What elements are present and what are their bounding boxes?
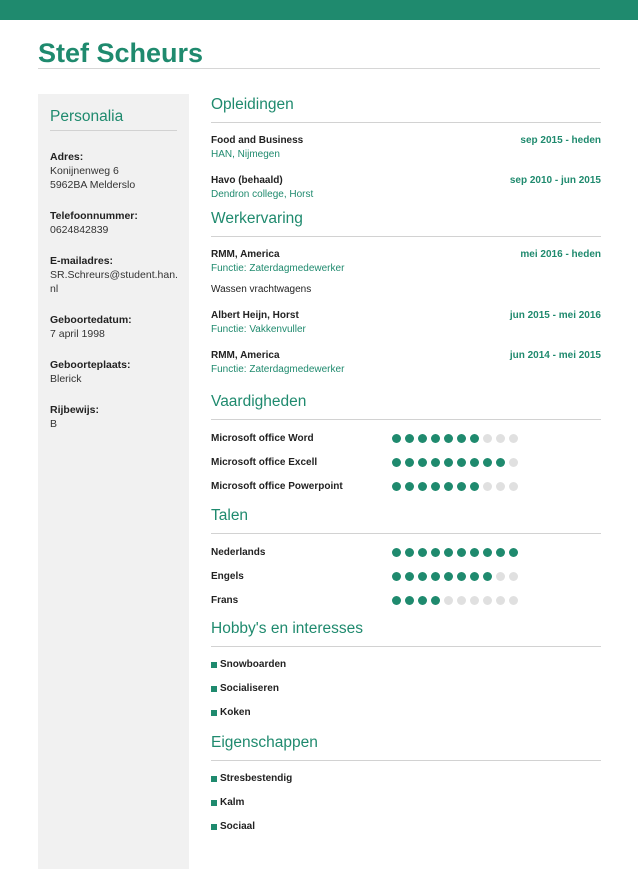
- skill-name: Microsoft office Powerpoint: [211, 481, 343, 492]
- list-item: [211, 654, 601, 678]
- skill-row: [211, 565, 601, 589]
- section-vaardigheden: [211, 391, 601, 505]
- rating-dot-filled: [457, 548, 466, 557]
- field-value: 0624842839: [50, 224, 109, 236]
- list-item: [211, 702, 601, 726]
- rating-dot-filled: [444, 548, 453, 557]
- section-werkervaring: [211, 208, 601, 391]
- rating-dot-filled: [431, 596, 440, 605]
- personalia-divider: [50, 130, 177, 131]
- rating-dot-empty: [457, 596, 466, 605]
- rating-dot-filled: [405, 434, 414, 443]
- square-bullet-icon: [211, 662, 217, 668]
- rating-dot-empty: [444, 596, 453, 605]
- skill-row: [211, 451, 601, 475]
- square-bullet-icon: [211, 686, 217, 692]
- rating-dot-filled: [405, 482, 414, 491]
- personalia-field: [50, 358, 182, 386]
- rating-dot-filled: [483, 548, 492, 557]
- rating-dot-empty: [496, 434, 505, 443]
- rating-dot-filled: [444, 572, 453, 581]
- skill-rating: [392, 482, 522, 492]
- rating-dot-filled: [392, 458, 401, 467]
- rating-dot-empty: [496, 596, 505, 605]
- rating-dot-filled: [405, 458, 414, 467]
- rating-dot-filled: [470, 458, 479, 467]
- entry-date: sep 2010 - jun 2015: [509, 175, 601, 186]
- entry-title: Food and Business: [211, 135, 304, 146]
- talen-heading: Talen: [211, 507, 249, 524]
- rating-dot-filled: [496, 548, 505, 557]
- square-bullet-icon: [211, 800, 217, 806]
- rating-dot-filled: [470, 482, 479, 491]
- field-value: SR.Schreurs@student.han.nl: [50, 269, 178, 295]
- page-title: Stef Scheurs: [38, 38, 204, 68]
- skill-rating: [392, 434, 522, 444]
- rating-dot-filled: [392, 572, 401, 581]
- rating-dot-filled: [457, 458, 466, 467]
- field-label: Rijbewijs:: [50, 404, 100, 416]
- personalia-field: [50, 209, 182, 237]
- rating-dot-filled: [392, 596, 401, 605]
- rating-dot-filled: [444, 434, 453, 443]
- rating-dot-filled: [418, 482, 427, 491]
- rating-dot-filled: [457, 434, 466, 443]
- main-content: [211, 94, 601, 840]
- list-item-text: Snowboarden: [220, 659, 287, 670]
- skill-name: Engels: [211, 571, 244, 582]
- skill-rating: [392, 548, 522, 558]
- rating-dot-empty: [509, 596, 518, 605]
- rating-dot-filled: [431, 548, 440, 557]
- square-bullet-icon: [211, 776, 217, 782]
- entry-subtitle: Functie: Zaterdagmedewerker: [211, 263, 345, 274]
- personalia-fields: [50, 150, 182, 448]
- rating-dot-filled: [470, 572, 479, 581]
- rating-dot-filled: [444, 482, 453, 491]
- entry-item: [211, 248, 601, 297]
- field-label: Telefoonnummer:: [50, 210, 138, 222]
- rating-dot-empty: [496, 482, 505, 491]
- rating-dot-filled: [418, 458, 427, 467]
- skill-row: [211, 589, 601, 613]
- rating-dot-filled: [509, 548, 518, 557]
- rating-dot-empty: [470, 596, 479, 605]
- square-bullet-icon: [211, 824, 217, 830]
- entry-title: RMM, America: [211, 350, 280, 361]
- skill-rating: [392, 596, 522, 606]
- skill-row: [211, 427, 601, 451]
- list-item-text: Stresbestendig: [220, 773, 293, 784]
- entry-subtitle: HAN, Nijmegen: [211, 149, 280, 160]
- field-value: 7 april 1998: [50, 328, 105, 340]
- rating-dot-empty: [509, 482, 518, 491]
- skill-rating: [392, 458, 522, 468]
- list-item: [211, 768, 601, 792]
- rating-dot-filled: [405, 596, 414, 605]
- personalia-field: [50, 150, 182, 192]
- entry-item: [211, 174, 601, 202]
- eigenschappen-heading: Eigenschappen: [211, 734, 318, 751]
- skill-name: Microsoft office Word: [211, 433, 314, 444]
- rating-dot-empty: [483, 596, 492, 605]
- section-opleidingen: [211, 94, 601, 208]
- skill-rating: [392, 572, 522, 582]
- rating-dot-filled: [392, 482, 401, 491]
- rating-dot-filled: [457, 482, 466, 491]
- rating-dot-filled: [431, 458, 440, 467]
- entry-title: Albert Heijn, Horst: [211, 310, 299, 321]
- rating-dot-filled: [470, 548, 479, 557]
- rating-dot-empty: [509, 434, 518, 443]
- square-bullet-icon: [211, 710, 217, 716]
- entry-subtitle: Functie: Vakkenvuller: [211, 324, 306, 335]
- rating-dot-empty: [496, 572, 505, 581]
- rating-dot-filled: [444, 458, 453, 467]
- rating-dot-empty: [483, 434, 492, 443]
- rating-dot-filled: [496, 458, 505, 467]
- skill-row: [211, 475, 601, 499]
- rating-dot-filled: [392, 548, 401, 557]
- entry-title: RMM, America: [211, 249, 280, 260]
- rating-dot-filled: [431, 572, 440, 581]
- skill-name: Microsoft office Excell: [211, 457, 318, 468]
- section-eigenschappen: [211, 732, 601, 840]
- field-value: B: [50, 418, 58, 430]
- rating-dot-empty: [509, 458, 518, 467]
- entry-date: sep 2015 - heden: [520, 135, 601, 146]
- entry-subtitle: Functie: Zaterdagmedewerker: [211, 364, 345, 375]
- entry-item: [211, 349, 601, 377]
- rating-dot-filled: [418, 434, 427, 443]
- field-label: E-mailadres:: [50, 255, 114, 267]
- skill-name: Frans: [211, 595, 239, 606]
- entry-description: Wassen vrachtwagens: [211, 284, 312, 295]
- entry-title: Havo (behaald): [211, 175, 283, 186]
- field-label: Geboorteplaats:: [50, 359, 131, 371]
- personalia-heading: Personalia: [50, 108, 124, 125]
- rating-dot-filled: [431, 434, 440, 443]
- rating-dot-filled: [392, 434, 401, 443]
- rating-dot-filled: [483, 458, 492, 467]
- rating-dot-filled: [405, 572, 414, 581]
- werkervaring-heading: Werkervaring: [211, 210, 303, 227]
- rating-dot-filled: [431, 482, 440, 491]
- list-item: [211, 792, 601, 816]
- field-label: Geboortedatum:: [50, 314, 132, 326]
- vaardigheden-heading: Vaardigheden: [211, 393, 307, 410]
- title-divider: [38, 68, 600, 69]
- rating-dot-filled: [418, 548, 427, 557]
- rating-dot-filled: [483, 572, 492, 581]
- field-label: Adres:: [50, 151, 84, 163]
- field-value: Konijnenweg 6 5962BA Melderslo: [50, 165, 136, 191]
- entry-date: mei 2016 - heden: [520, 249, 601, 260]
- field-value: Blerick: [50, 373, 82, 385]
- list-item: [211, 816, 601, 840]
- personalia-sidebar: [38, 94, 189, 869]
- list-item-text: Socialiseren: [220, 683, 279, 694]
- header-bar: [0, 0, 638, 20]
- entry-date: jun 2014 - mei 2015: [509, 350, 601, 361]
- rating-dot-empty: [509, 572, 518, 581]
- opleidingen-heading: Opleidingen: [211, 96, 294, 113]
- list-item: [211, 678, 601, 702]
- list-item-text: Sociaal: [220, 821, 256, 832]
- entry-item: [211, 134, 601, 162]
- skill-name: Nederlands: [211, 547, 266, 558]
- rating-dot-filled: [405, 548, 414, 557]
- section-talen: [211, 505, 601, 618]
- rating-dot-filled: [418, 596, 427, 605]
- rating-dot-filled: [470, 434, 479, 443]
- personalia-field: [50, 313, 182, 341]
- rating-dot-empty: [483, 482, 492, 491]
- rating-dot-filled: [457, 572, 466, 581]
- list-item-text: Kalm: [220, 797, 245, 808]
- personalia-field: [50, 403, 182, 431]
- list-item-text: Koken: [220, 707, 251, 718]
- rating-dot-filled: [418, 572, 427, 581]
- hobbys-heading: Hobby's en interesses: [211, 620, 364, 637]
- entry-subtitle: Dendron college, Horst: [211, 189, 314, 200]
- skill-row: [211, 541, 601, 565]
- entry-date: jun 2015 - mei 2016: [509, 310, 601, 321]
- personalia-field: [50, 254, 182, 296]
- section-hobbys: [211, 618, 601, 732]
- entry-item: [211, 309, 601, 337]
